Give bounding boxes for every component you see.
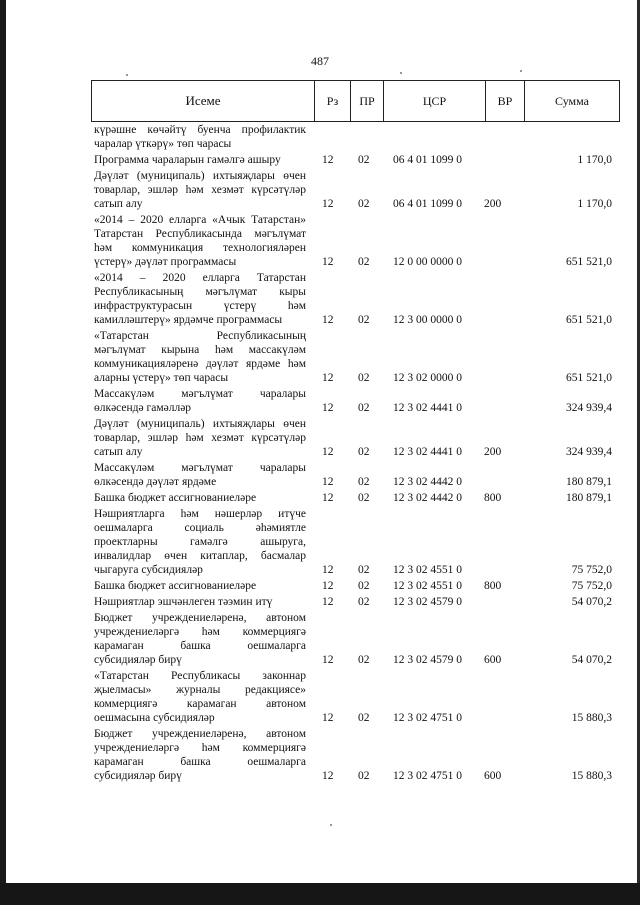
row-pr: 02 bbox=[358, 564, 370, 576]
row-vr: 600 bbox=[484, 654, 502, 666]
row-sum: 54 070,2 bbox=[571, 596, 612, 608]
row-vr: 600 bbox=[484, 770, 502, 782]
row-pr: 02 bbox=[358, 654, 370, 666]
row-name-line: һәм коммуникация технологияләрен bbox=[94, 242, 306, 254]
row-name-line: «2014 – 2020 елларга Татарстан bbox=[94, 272, 306, 284]
row-name bbox=[94, 153, 306, 167]
row-name-line: инвалидлар өчен китаплар, басмалар bbox=[94, 550, 306, 562]
row-pr: 02 bbox=[358, 154, 370, 166]
row-sum: 15 880,3 bbox=[571, 770, 612, 782]
row-pr: 02 bbox=[358, 446, 370, 458]
row-sum: 54 070,2 bbox=[571, 654, 612, 666]
row-name bbox=[94, 461, 306, 489]
row-name-line: өлкәсендә дәүләт ярдәме bbox=[94, 476, 217, 488]
header-rz: Рз bbox=[315, 81, 351, 121]
row-csr: 12 3 02 4579 0 bbox=[393, 654, 462, 666]
page-number: 487 bbox=[311, 54, 329, 68]
row-sum: 75 752,0 bbox=[571, 564, 612, 576]
row-name-line: чаралар үткәрү» төп чарасы bbox=[94, 138, 232, 150]
row-csr: 12 3 02 4751 0 bbox=[393, 770, 462, 782]
row-pr: 02 bbox=[358, 596, 370, 608]
row-name-line: «2014 – 2020 елларга «Ачык Татарстан» bbox=[94, 214, 306, 226]
row-name bbox=[94, 417, 306, 459]
row-name bbox=[94, 611, 306, 667]
row-name-line: үстерү» дәүләт программасы bbox=[94, 256, 237, 268]
row-rz: 12 bbox=[322, 446, 334, 458]
row-rz: 12 bbox=[322, 154, 334, 166]
row-name-line: проектларны гамәлгә ашыруга, bbox=[94, 536, 306, 548]
row-rz: 12 bbox=[322, 580, 334, 592]
row-pr: 02 bbox=[358, 492, 370, 504]
row-name-line: Нәшриятлар эшчәнлеген тәэмин итү bbox=[94, 596, 273, 608]
row-sum: 651 521,0 bbox=[566, 372, 612, 384]
row-sum: 651 521,0 bbox=[566, 256, 612, 268]
row-name-line: Башка бюджет ассигнованиеләре bbox=[94, 580, 257, 592]
row-sum: 180 879,1 bbox=[566, 476, 612, 488]
header-csr: ЦСР bbox=[384, 81, 486, 121]
row-sum: 1 170,0 bbox=[577, 154, 612, 166]
row-rz: 12 bbox=[322, 564, 334, 576]
row-name bbox=[94, 669, 306, 725]
row-sum: 15 880,3 bbox=[571, 712, 612, 724]
row-name-line: Бюджет учреждениеләренә, автоном bbox=[94, 612, 306, 624]
row-name-line: Татарстан Республикасында мәгълүмат bbox=[94, 228, 306, 240]
row-rz: 12 bbox=[322, 712, 334, 724]
row-name-line: мәгълүмат кырына һәм массакүләм bbox=[94, 344, 306, 356]
row-csr: 12 3 02 4751 0 bbox=[393, 712, 462, 724]
row-name bbox=[94, 123, 306, 151]
row-sum: 75 752,0 bbox=[571, 580, 612, 592]
row-name bbox=[94, 727, 306, 783]
row-name-line: Программа чараларын гамәлгә ашыру bbox=[94, 154, 281, 166]
row-name-line: карамаган башка оешмаларга bbox=[94, 756, 306, 768]
row-name-line: Нәшриятларга һәм нәшерләр итүче bbox=[94, 508, 306, 520]
scan-edge-bottom bbox=[0, 883, 640, 905]
row-name-line: аларны үстерү» төп чарасы bbox=[94, 372, 229, 384]
row-vr: 200 bbox=[484, 446, 502, 458]
row-name-line: сатып алу bbox=[94, 198, 143, 210]
row-name-line: җыелмасы» журналы редакциясе» bbox=[94, 684, 306, 696]
row-pr: 02 bbox=[358, 314, 370, 326]
scan-speck bbox=[520, 70, 522, 72]
row-name bbox=[94, 491, 306, 505]
row-name-line: товарлар, эшләр һәм хезмәт күрсәтүләр bbox=[94, 184, 306, 196]
row-name bbox=[94, 169, 306, 211]
row-rz: 12 bbox=[322, 654, 334, 666]
row-csr: 12 3 02 4579 0 bbox=[393, 596, 462, 608]
row-pr: 02 bbox=[358, 198, 370, 210]
row-name-line: оешмаларга социаль әһәмиятле bbox=[94, 522, 306, 534]
row-name-line: өлкәсендә гамәлләр bbox=[94, 402, 192, 414]
row-rz: 12 bbox=[322, 198, 334, 210]
header-pr: ПР bbox=[351, 81, 384, 121]
scan-speck bbox=[126, 74, 128, 76]
row-name-line: учреждениеләргә һәм коммерциягә bbox=[94, 742, 306, 754]
scan-speck bbox=[400, 72, 402, 74]
row-name bbox=[94, 213, 306, 269]
row-csr: 12 3 02 4551 0 bbox=[393, 564, 462, 576]
row-name bbox=[94, 329, 306, 385]
row-name bbox=[94, 271, 306, 327]
header-sum: Сумма bbox=[555, 93, 589, 108]
row-rz: 12 bbox=[322, 770, 334, 782]
row-csr: 12 3 02 4442 0 bbox=[393, 476, 462, 488]
row-name-line: Дәүләт (муниципаль) ихтыяҗлары өчен bbox=[94, 418, 306, 430]
row-rz: 12 bbox=[322, 314, 334, 326]
row-name bbox=[94, 507, 306, 577]
table-header bbox=[91, 80, 620, 122]
row-csr: 12 0 00 0000 0 bbox=[393, 256, 462, 268]
row-name-line: Башка бюджет ассигнованиеләре bbox=[94, 492, 257, 504]
row-name-line: Республикасының мәгълүмат кыры bbox=[94, 286, 306, 298]
row-pr: 02 bbox=[358, 770, 370, 782]
row-name-line: субсидияләр бирү bbox=[94, 654, 182, 666]
row-name-line: күрәшне көчәйтү буенча профилактик bbox=[94, 124, 306, 136]
header-vr: ВР bbox=[486, 81, 525, 121]
row-name-line: товарлар, эшләр һәм хезмәт күрсәтүләр bbox=[94, 432, 306, 444]
row-vr: 200 bbox=[484, 198, 502, 210]
row-csr: 12 3 02 4442 0 bbox=[393, 492, 462, 504]
row-name-line: коммерциягә карамаган автоном bbox=[94, 698, 306, 710]
row-name bbox=[94, 387, 306, 415]
row-name-line: «Татарстан Республикасы законнар bbox=[94, 670, 306, 682]
row-name-line: чыгаруга субсидияләр bbox=[94, 564, 203, 576]
row-pr: 02 bbox=[358, 402, 370, 414]
row-pr: 02 bbox=[358, 476, 370, 488]
row-sum: 180 879,1 bbox=[566, 492, 612, 504]
row-csr: 12 3 02 4441 0 bbox=[393, 402, 462, 414]
row-csr: 12 3 00 0000 0 bbox=[393, 314, 462, 326]
row-sum: 324 939,4 bbox=[566, 402, 612, 414]
row-rz: 12 bbox=[322, 476, 334, 488]
row-sum: 324 939,4 bbox=[566, 446, 612, 458]
row-name-line: «Татарстан Республикасының bbox=[94, 330, 306, 342]
row-sum: 651 521,0 bbox=[566, 314, 612, 326]
row-name-line: учреждениеләргә һәм коммерциягә bbox=[94, 626, 306, 638]
row-name-line: Массакүләм мәгълүмат чаралары bbox=[94, 388, 306, 400]
row-rz: 12 bbox=[322, 372, 334, 384]
row-pr: 02 bbox=[358, 712, 370, 724]
row-rz: 12 bbox=[322, 492, 334, 504]
row-name-line: камилләштерү» ярдәмче программасы bbox=[94, 314, 283, 326]
header-name: Исеме bbox=[92, 81, 315, 121]
row-name-line: Дәүләт (муниципаль) ихтыяҗлары өчен bbox=[94, 170, 306, 182]
row-pr: 02 bbox=[358, 256, 370, 268]
row-name-line: Бюджет учреждениеләренә, автоном bbox=[94, 728, 306, 740]
row-name-line: инфраструктурасын үстерү һәм bbox=[94, 300, 306, 312]
row-csr: 06 4 01 1099 0 bbox=[393, 154, 462, 166]
row-name-line: карамаган башка оешмаларга bbox=[94, 640, 306, 652]
row-csr: 06 4 01 1099 0 bbox=[393, 198, 462, 210]
row-name-line: коммуникацияләренә дәүләт ярдәме һәм bbox=[94, 358, 306, 370]
row-vr: 800 bbox=[484, 492, 502, 504]
row-rz: 12 bbox=[322, 596, 334, 608]
scan-speck bbox=[330, 824, 332, 826]
row-name-line: субсидияләр бирү bbox=[94, 770, 182, 782]
row-csr: 12 3 02 4441 0 bbox=[393, 446, 462, 458]
row-pr: 02 bbox=[358, 580, 370, 592]
scan-edge-left bbox=[0, 0, 6, 905]
row-sum: 1 170,0 bbox=[577, 198, 612, 210]
row-name-line: оешмасына субсидияләр bbox=[94, 712, 215, 724]
row-pr: 02 bbox=[358, 372, 370, 384]
row-name-line: сатып алу bbox=[94, 446, 143, 458]
row-csr: 12 3 02 4551 0 bbox=[393, 580, 462, 592]
row-vr: 800 bbox=[484, 580, 502, 592]
row-name bbox=[94, 579, 306, 593]
row-rz: 12 bbox=[322, 402, 334, 414]
row-csr: 12 3 02 0000 0 bbox=[393, 372, 462, 384]
row-rz: 12 bbox=[322, 256, 334, 268]
row-name-line: Массакүләм мәгълүмат чаралары bbox=[94, 462, 306, 474]
row-name bbox=[94, 595, 306, 609]
